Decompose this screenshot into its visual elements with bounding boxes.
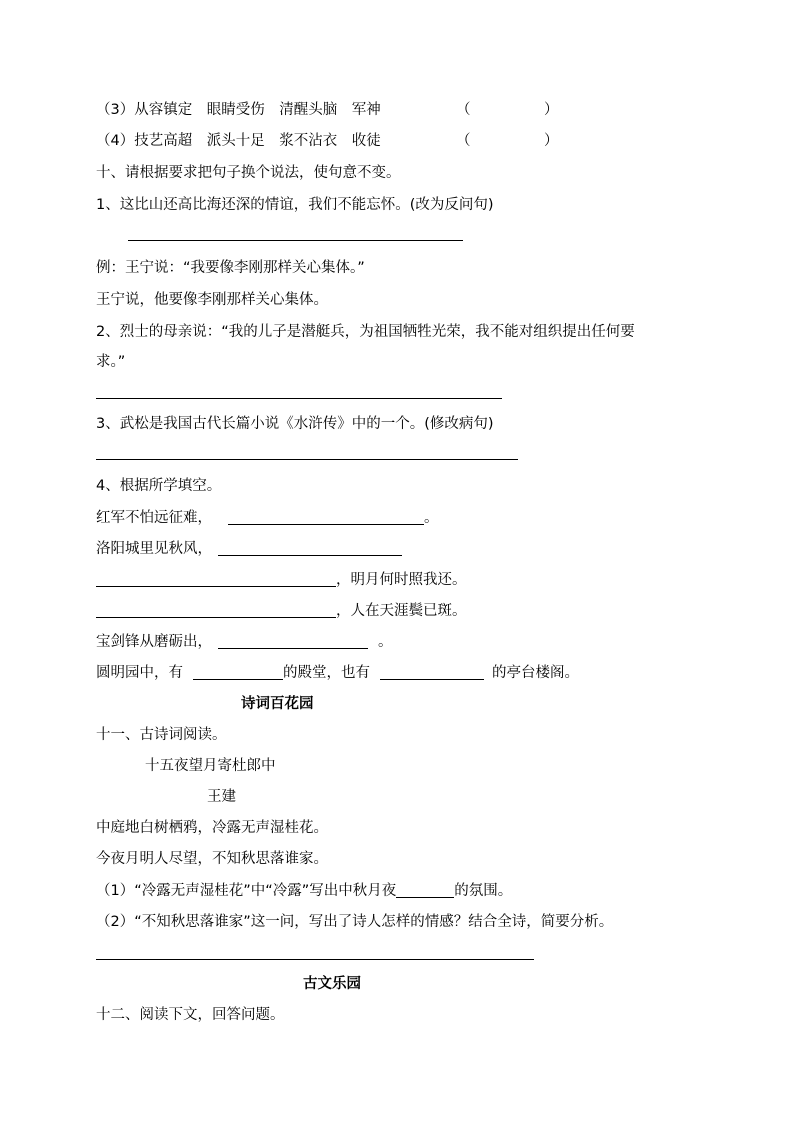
fill-blank-6b[interactable] xyxy=(380,663,484,680)
answer-line-1[interactable] xyxy=(128,240,463,241)
fill-1-suffix: 。 xyxy=(424,510,439,526)
answer-line-2[interactable] xyxy=(96,398,502,399)
fill-4-suffix: ，人在天涯鬓已斑。 xyxy=(336,603,467,619)
q9-item-4-paren-open: （ xyxy=(456,133,471,149)
fill-blank-1[interactable] xyxy=(228,508,424,525)
fill-blank-4[interactable] xyxy=(96,601,336,618)
q9-item-4-text: （4）技艺高超 派头十足 浆不沾衣 收徒 xyxy=(96,133,381,149)
fill-blank-6a[interactable] xyxy=(193,663,283,680)
q9-item-3-paren-close: ） xyxy=(544,102,559,118)
q9-item-3-paren-open: （ xyxy=(456,102,471,118)
poem-author: 王建 xyxy=(207,789,236,805)
fill-blank-5[interactable] xyxy=(218,632,368,649)
q10-sentence-2-line-1: 2、烈士的母亲说：“我的儿子是潜艇兵，为祖国牺牲光荣，我不能对组织提出任何要 xyxy=(96,324,635,340)
fill-2-prefix: 洛阳城里见秋风， xyxy=(96,541,212,557)
fill-6-part-c: 的亭台楼阁。 xyxy=(492,665,579,681)
fill-5-suffix: 。 xyxy=(378,634,393,650)
poem-line-1: 中庭地白树栖鸦，冷露无声湿桂花。 xyxy=(96,820,328,836)
section-title-classical: 古文乐园 xyxy=(303,975,361,992)
q9-item-4-paren-close: ） xyxy=(544,133,559,149)
q11-q1-suffix: 的氛围。 xyxy=(454,883,513,899)
answer-line-4[interactable] xyxy=(96,959,534,960)
q10-example-answer: 王宁说，他要像李刚那样关心集体。 xyxy=(96,292,328,308)
q10-example: 例：王宁说：“我要像李刚那样关心集体。” xyxy=(96,260,365,276)
q11-question-2: （2）“不知秋思落谁家”这一问，写出了诗人怎样的情感？结合全诗，简要分析。 xyxy=(96,914,614,930)
answer-line-3[interactable] xyxy=(96,459,518,460)
fill-line-4 xyxy=(96,601,467,621)
q10-sentence-3: 3、武松是我国古代长篇小说《水浒传》中的一个。(修改病句) xyxy=(96,416,494,432)
q10-sentence-4: 4、根据所学填空。 xyxy=(96,478,222,494)
q10-sentence-2-line-2: 求。” xyxy=(96,354,126,370)
poem-line-2: 今夜月明人尽望，不知秋思落谁家。 xyxy=(96,851,328,867)
q12-heading: 十二、阅读下文，回答问题。 xyxy=(96,1007,285,1023)
fill-blank-3[interactable] xyxy=(96,570,336,587)
fill-line-2 xyxy=(96,539,402,559)
q11-q1-blank[interactable] xyxy=(396,881,454,898)
q9-item-4 xyxy=(96,131,381,151)
fill-line-5 xyxy=(96,632,393,652)
q10-heading: 十、请根据要求把句子换个说法，使句意不变。 xyxy=(96,165,401,181)
q9-item-3 xyxy=(96,100,381,120)
fill-line-3 xyxy=(96,570,467,590)
q11-q1-prefix: （1）“冷露无声湿桂花”中“冷露”写出中秋月夜 xyxy=(96,883,397,899)
q10-sentence-1: 1、这比山还高比海还深的情谊，我们不能忘怀。(改为反问句) xyxy=(96,197,494,213)
poem-title: 十五夜望月寄杜郎中 xyxy=(145,758,276,774)
fill-1-prefix: 红军不怕远征难， xyxy=(96,510,212,526)
section-title-poetry: 诗词百花园 xyxy=(241,695,314,712)
fill-line-1 xyxy=(96,508,439,528)
q11-heading: 十一、古诗词阅读。 xyxy=(96,727,227,743)
fill-5-prefix: 宝剑锋从磨砺出， xyxy=(96,634,212,650)
fill-3-suffix: ，明月何时照我还。 xyxy=(336,572,467,588)
q11-question-1 xyxy=(96,881,512,901)
fill-line-6 xyxy=(96,663,579,683)
fill-6-part-a: 圆明园中，有 xyxy=(96,665,183,681)
q9-item-3-text: （3）从容镇定 眼睛受伤 清醒头脑 军神 xyxy=(96,102,381,118)
fill-blank-2[interactable] xyxy=(218,539,402,556)
fill-6-part-b: 的殿堂，也有 xyxy=(283,665,370,681)
